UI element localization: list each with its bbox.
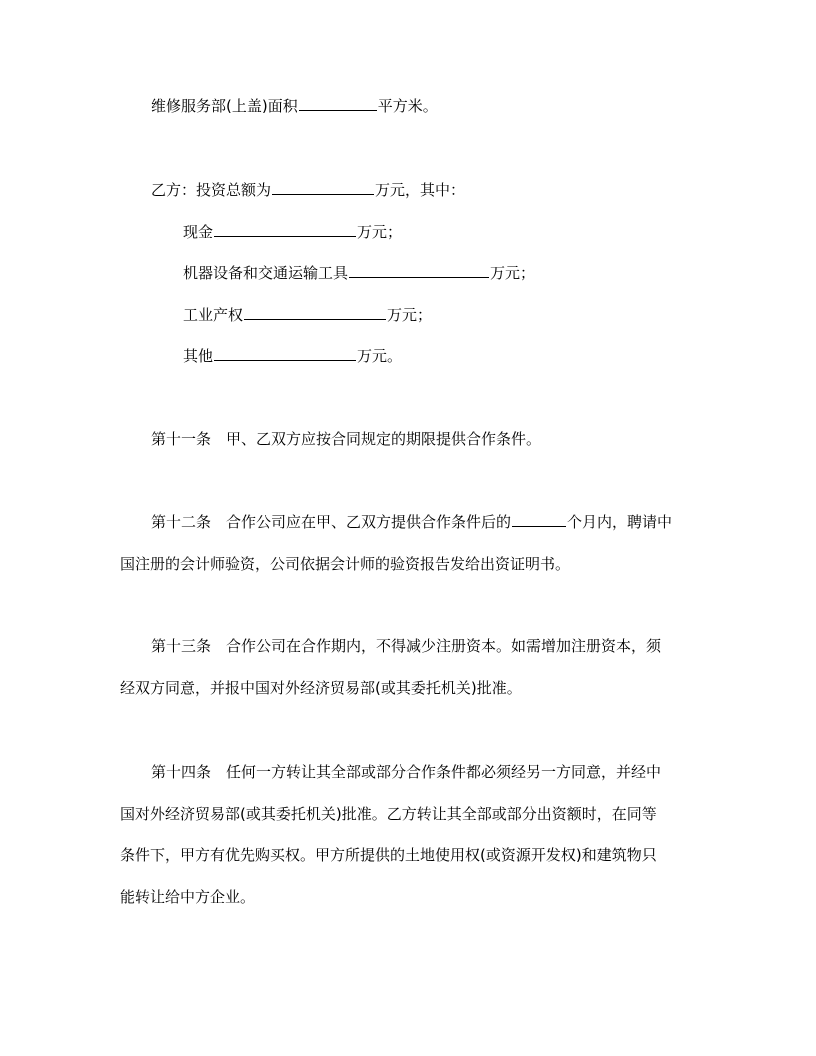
industrial-property-line	[183, 305, 432, 325]
article-14-line-4: 能转让给中方企业。	[120, 888, 256, 906]
party-b-investment-line	[151, 180, 465, 200]
text-segment: 个月内，聘请中	[567, 513, 673, 531]
article-11: 第十一条 甲、乙双方应按合同规定的期限提供合作条件。	[151, 430, 542, 448]
text-segment: 工业产权	[183, 306, 244, 324]
article-14-line-1: 第十四条 任何一方转让其全部或部分合作条件都必须经另一方同意，并经中	[151, 763, 662, 781]
maintenance-area-line	[151, 96, 438, 116]
article-14-line-2: 国对外经济贸易部(或其委托机关)批准。乙方转让其全部或部分出资额时，在同等	[120, 805, 657, 823]
text-segment: 其他	[183, 347, 214, 365]
blank-field[interactable]	[214, 346, 356, 361]
text-segment: 万元。	[357, 347, 403, 365]
article-13-line-1: 第十三条 合作公司在合作期内，不得减少注册资本。如需增加注册资本，须	[151, 637, 662, 655]
text-segment: 第十二条 合作公司应在甲、乙双方提供合作条件后的	[151, 513, 512, 531]
text-segment: 万元；	[387, 306, 433, 324]
cash-line	[183, 222, 402, 242]
equipment-line	[183, 263, 535, 283]
text-segment: 现金	[183, 223, 214, 241]
article-13-line-2: 经双方同意，并报中国对外经济贸易部(或其委托机关)批准。	[120, 679, 522, 697]
text-segment: 万元，其中：	[375, 181, 466, 199]
blank-field[interactable]	[349, 263, 489, 278]
text-segment: 平方米。	[377, 97, 438, 115]
text-segment: 万元；	[357, 223, 403, 241]
text-segment: 机器设备和交通运输工具	[183, 264, 349, 282]
article-14-line-3: 条件下，甲方有优先购买权。甲方所提供的土地使用权(或资源开发权)和建筑物只	[120, 846, 657, 864]
text-segment: 万元；	[490, 264, 536, 282]
other-line	[183, 346, 402, 366]
blank-field[interactable]	[299, 96, 377, 111]
article-12-line-1	[151, 512, 672, 532]
blank-field[interactable]	[214, 222, 356, 237]
text-segment: 维修服务部(上盖)面积	[151, 97, 298, 115]
blank-field[interactable]	[272, 180, 374, 195]
blank-field[interactable]	[512, 512, 566, 527]
blank-field[interactable]	[244, 305, 386, 320]
text-segment: 乙方：投资总额为	[151, 181, 272, 199]
article-12-line-2: 国注册的会计师验资，公司依据会计师的验资报告发给出资证明书。	[120, 555, 571, 573]
